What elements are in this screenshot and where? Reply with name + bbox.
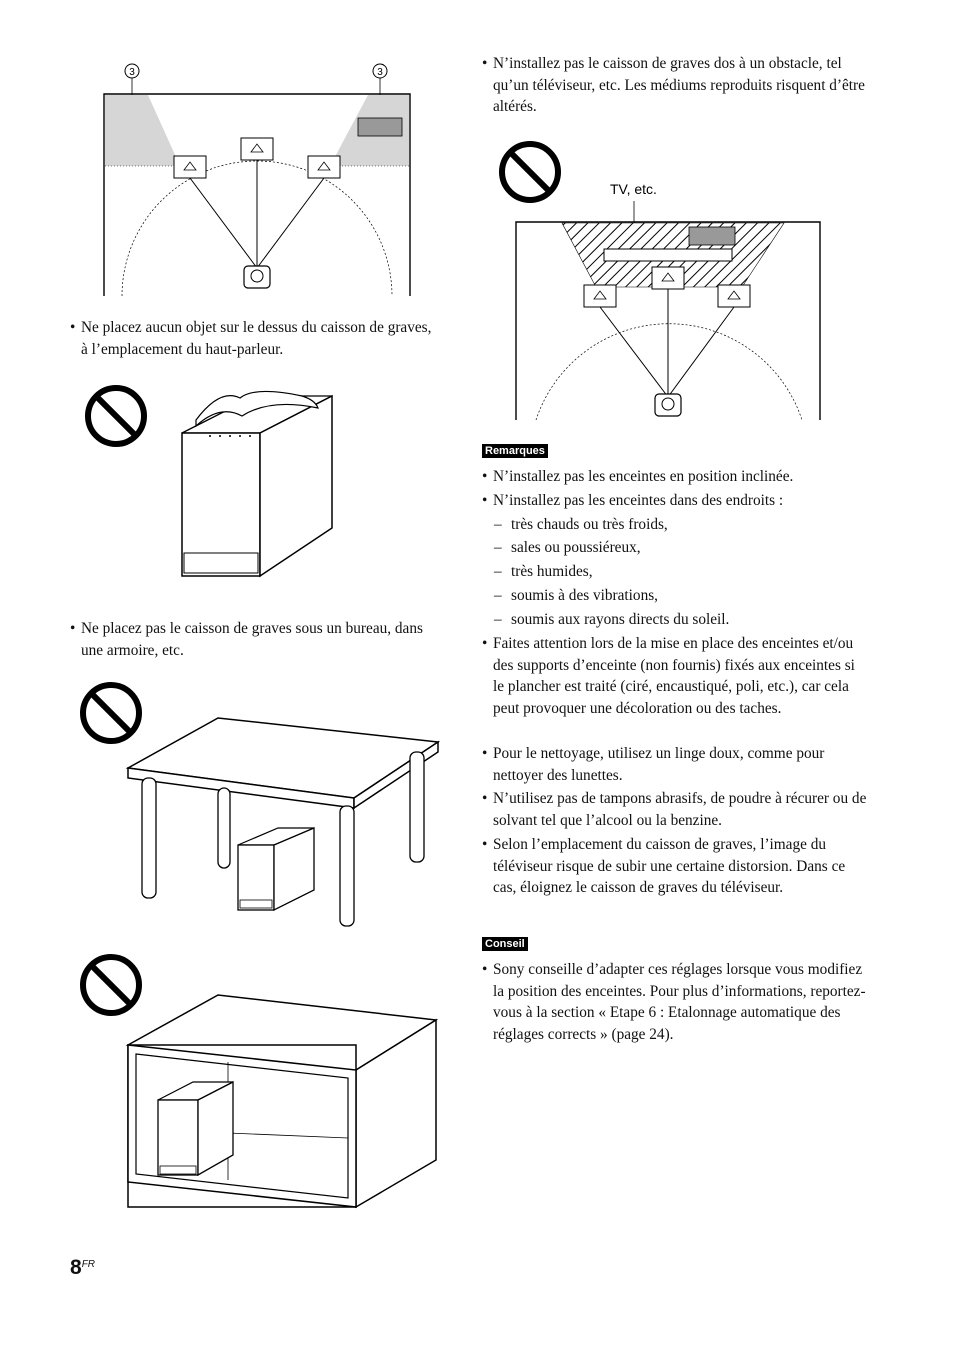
callout-left: 3: [129, 67, 135, 78]
remarks-tag: Remarques: [482, 444, 548, 458]
condition-3: – très humides,: [494, 561, 871, 583]
right-bullet-top: • N’installez pas le caisson de graves dos à un obstacle, tel qu’un téléviseur, etc. Les médiums reproduits risquent d’être altérés.: [482, 53, 868, 118]
condition-1: – très chauds ou très froids,: [494, 514, 871, 536]
remark-6: • Selon l’emplacement du caisson de graves, l’image du téléviseur risque de subir une certaine distorsion. Dans ce cas, éloignez le caisson de graves du téléviseur.: [482, 834, 868, 899]
remark-4: • Pour le nettoyage, utilisez un linge doux, comme pour nettoyer des lunettes.: [482, 743, 868, 786]
tv-label: TV, etc.: [610, 181, 657, 197]
tip-tag: Conseil: [482, 937, 528, 951]
subwoofer-under-desk-figure: [78, 680, 443, 930]
remark-1: • N’installez pas les enceintes en position inclinée.: [482, 466, 868, 488]
page-number: $8^{FR}$: [70, 1256, 96, 1279]
subwoofer-book-figure: [80, 378, 350, 583]
page-lang: FR: [81, 1259, 96, 1270]
remark-3: • Faites attention lors de la mise en place des enceintes et/ou des supports d’enceinte (non fournis) fixés aux enceintes si le plancher est traité (ciré, encaustiqué, poli, etc.), car cela peut provoquer une décoloration ou des taches.: [482, 633, 868, 719]
subwoofer-in-cabinet-figure: [78, 950, 443, 1212]
remark-2: • N’installez pas les enceintes dans des endroits :: [482, 490, 868, 512]
tv-obstacle-figure: [494, 135, 826, 420]
left-bullet-1: • Ne placez aucun objet sur le dessus du caisson de graves, à l’emplacement du haut-parleur.: [70, 317, 441, 360]
left-bullet-2: • Ne placez pas le caisson de graves sous un bureau, dans une armoire, etc.: [70, 618, 446, 661]
condition-4: – soumis à des vibrations,: [494, 585, 871, 607]
room-layout-figure: [100, 58, 416, 300]
condition-5: – soumis aux rayons directs du soleil.: [494, 609, 871, 631]
tip-text: • Sony conseille d’adapter ces réglages lorsque vous modifiez la position des enceintes. Pour plus d’informations, reportez-vous à la section « Etape 6 : Etalonnage automatique des réglages corrects » (page 24).: [482, 959, 868, 1045]
callout-right: 3: [377, 67, 383, 78]
remark-5: • N’utilisez pas de tampons abrasifs, de poudre à récurer ou de solvant tel que l’alcool ou la benzine.: [482, 788, 868, 831]
condition-2: – sales ou poussiéreux,: [494, 537, 871, 559]
